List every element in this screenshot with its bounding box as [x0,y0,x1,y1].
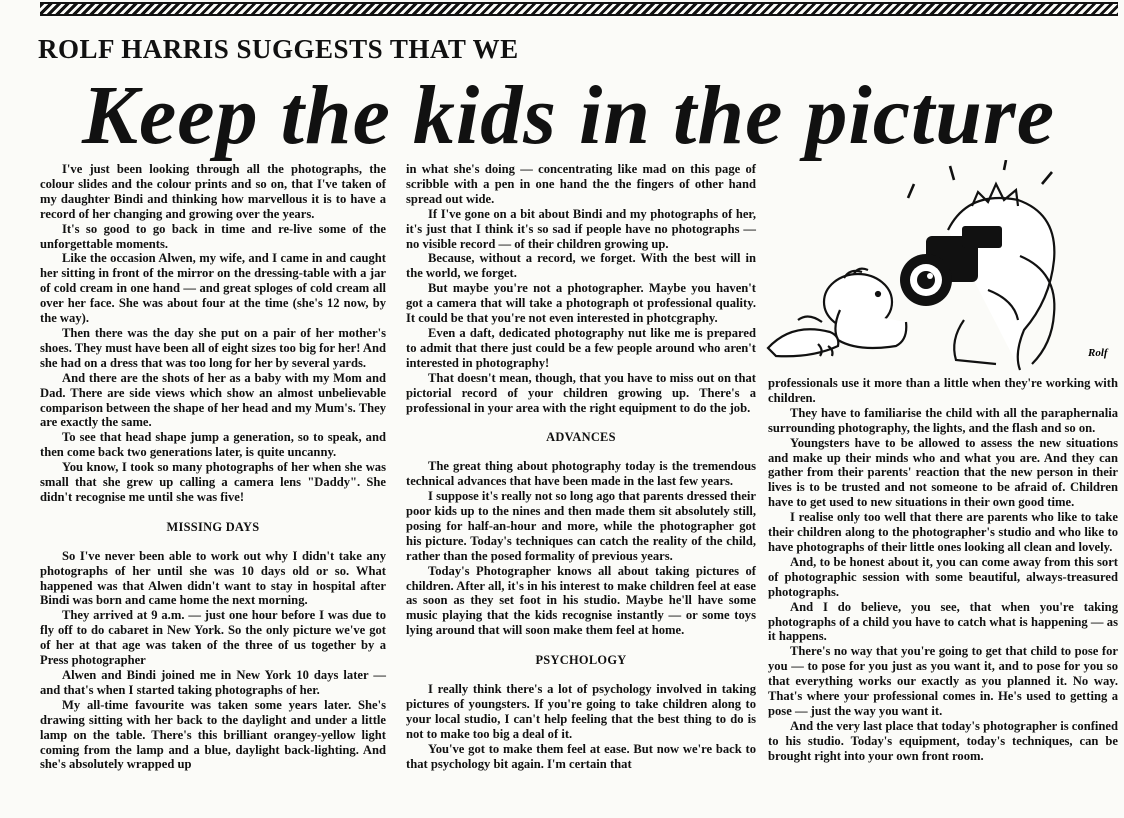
paragraph: You've got to make them feel at ease. But now we're back to that psychology bit again. I'm certain that [406,741,756,771]
artist-signature: Rolf [1088,347,1108,359]
paragraph: To see that head shape jump a generation, so to speak, and then come back two generations later, is quite uncanny. [40,430,386,460]
decorative-top-border [40,2,1118,16]
paragraph: And there are the shots of her as a baby with my Mom and Dad. There are side views which show an almost unbelievable comparison between the shape of her head and my Mum's. They are exactly the same. [40,370,386,430]
paragraph: My all-time favourite was taken some years later. She's drawing sitting with her back to the daylight and under a little lamp on the table. There's this brilliant orangey-yellow light coming from the lamp and a blue, daylight back-lighting. And she's absolutely wrapped up [40,697,386,772]
paragraph: And the very last place that today's photographer is confined to his studio. Today's equipment, today's techniques, can be brought right into your own front room. [768,718,1118,763]
paragraph: Today's Photographer knows all about taking pictures of children. After all, it's in his interest to make children feel at ease as soon as they set foot in his studio. Maybe he'll have some music playing that the kids recognise instantly — or some toys lying around that will soon make them feel at home. [406,563,756,638]
paragraph: I really think there's a lot of psychology involved in taking pictures of youngsters. If you're going to take children along to your local studio, I can't help feeling that the best thing to do is not to make too big a deal of it. [406,682,756,741]
paragraph: They arrived at 9 a.m. — just one hour before I was due to fly off to do cabaret in New York. So the only picture we've got of her at that age was taken of the three of us together by a Press photographer [40,608,386,668]
paragraph: Alwen and Bindi joined me in New York 10 days later — and that's when I started taking photographs of her. [40,668,386,697]
paragraph: I suppose it's really not so long ago that parents dressed their poor kids up to the nines and then made them sit absolutely still, posing for half-an-hour and more, while the photographer got his picture. Today's techniques can catch the reality of the child, rather than the posed formality of previous years. [406,489,756,563]
kicker: ROLF HARRIS SUGGESTS THAT WE [38,34,519,64]
subheading: PSYCHOLOGY [535,653,627,668]
paragraph: So I've never been able to work out why I didn't take any photographs of her until she was 10 days old or so. What happened was that Alwen didn't want to stay in hospital after Bindi was born and came home the next morning. [40,548,386,608]
paragraph: Even a daft, dedicated photography nut like me is prepared to admit that there just could be a few people around who aren't interested in photography! [406,325,756,370]
article-column-1 [40,162,386,772]
paragraph: They have to familiarise the child with all the paraphernalia surrounding photography, the lights, and the flash and so on. [768,405,1118,435]
paragraph: And I do believe, you see, that when you're taking photographs of a child you have to catch what is happening — as it happens. [768,599,1118,644]
paragraph: Because, without a record, we forget. With the best will in the world, we forget. [406,251,756,281]
paragraph: professionals use it more than a little when they're working with children. [768,376,1118,405]
headline: Keep the kids in the picture [82,69,1055,162]
paragraph: in what she's doing — concentrating like mad on this page of scribble with a pen in one hand the the fingers of other hand spread out wide. [406,162,756,206]
article-column-3 [768,376,1118,764]
paragraph: I've just been looking through all the photographs, the colour slides and the colour prints and so on, that I've taken of my daughter Bindi and thinking how marvellous it is to have a record of her changing and growing over the years. [40,162,386,221]
paragraph: You know, I took so many photographs of her when she was small that she grew up calling a camera lens "Daddy". She didn't recognise me until she was five! [40,460,386,504]
paragraph: If I've gone on a bit about Bindi and my photographs of her, it's just that I think it's so sad if people have no photographs — no visible record — of their children growing up. [406,206,756,251]
subheading: MISSING DAYS [166,519,260,534]
paragraph: Then there was the day she put on a pair of her mother's shoes. They must have been all of eight sizes too big for her! And she had on a dress that was too long for her by several yards. [40,325,386,370]
photographer-cartoon-illustration [758,160,1120,375]
baby-figure [768,269,906,357]
paragraph: But maybe you're not a photographer. Maybe you haven't got a camera that will take a photograph ot professional quality. It could be that you're not even interested in photcgraphy. [406,281,756,326]
paragraph: There's no way that you're going to get that child to pose for you — to pose for you just as you want it, and to pose for you so that everything works our exactly as you planned it. No way. That's where your professional comes in. He's used to getting a pose — just the way you want it. [768,644,1118,718]
subheading: ADVANCES [546,430,616,445]
paragraph: I realise only too well that there are parents who like to take their children along to the photographer's studio and who like to have photographs of their little ones looking all clean and lovely. [768,510,1118,554]
paragraph: Youngsters have to be allowed to assess the new situations and make up their minds who and what you are. And they can gather from their parents' reaction that the new person in their lives is to be trusted and not someone to be afraid of. Children have to get used to new situations in their own good time. [768,435,1118,510]
paragraph: The great thing about photography today is the tremendous technical advances that have been made in the last few years. [406,459,756,489]
article-column-2 [406,162,756,772]
paragraph: That doesn't mean, though, that you have to miss out on that pictorial record of your children growing up. There's a professional in your area with the right equipment to do the job. [406,370,756,415]
paragraph: Like the occasion Alwen, my wife, and I came in and caught her sitting in front of the mirror on the dressing-table with a jar of cold cream in one hand — and great sploges of cold cream all over her face. She was about four at the time (she's 12 now, by the way). [40,251,386,326]
paragraph: And, to be honest about it, you can come away from this sort of photographic session with some beautiful, always-treasured photographs. [768,554,1118,599]
paragraph: It's so good to go back in time and re-live some of the unforgettable moments. [40,221,386,251]
